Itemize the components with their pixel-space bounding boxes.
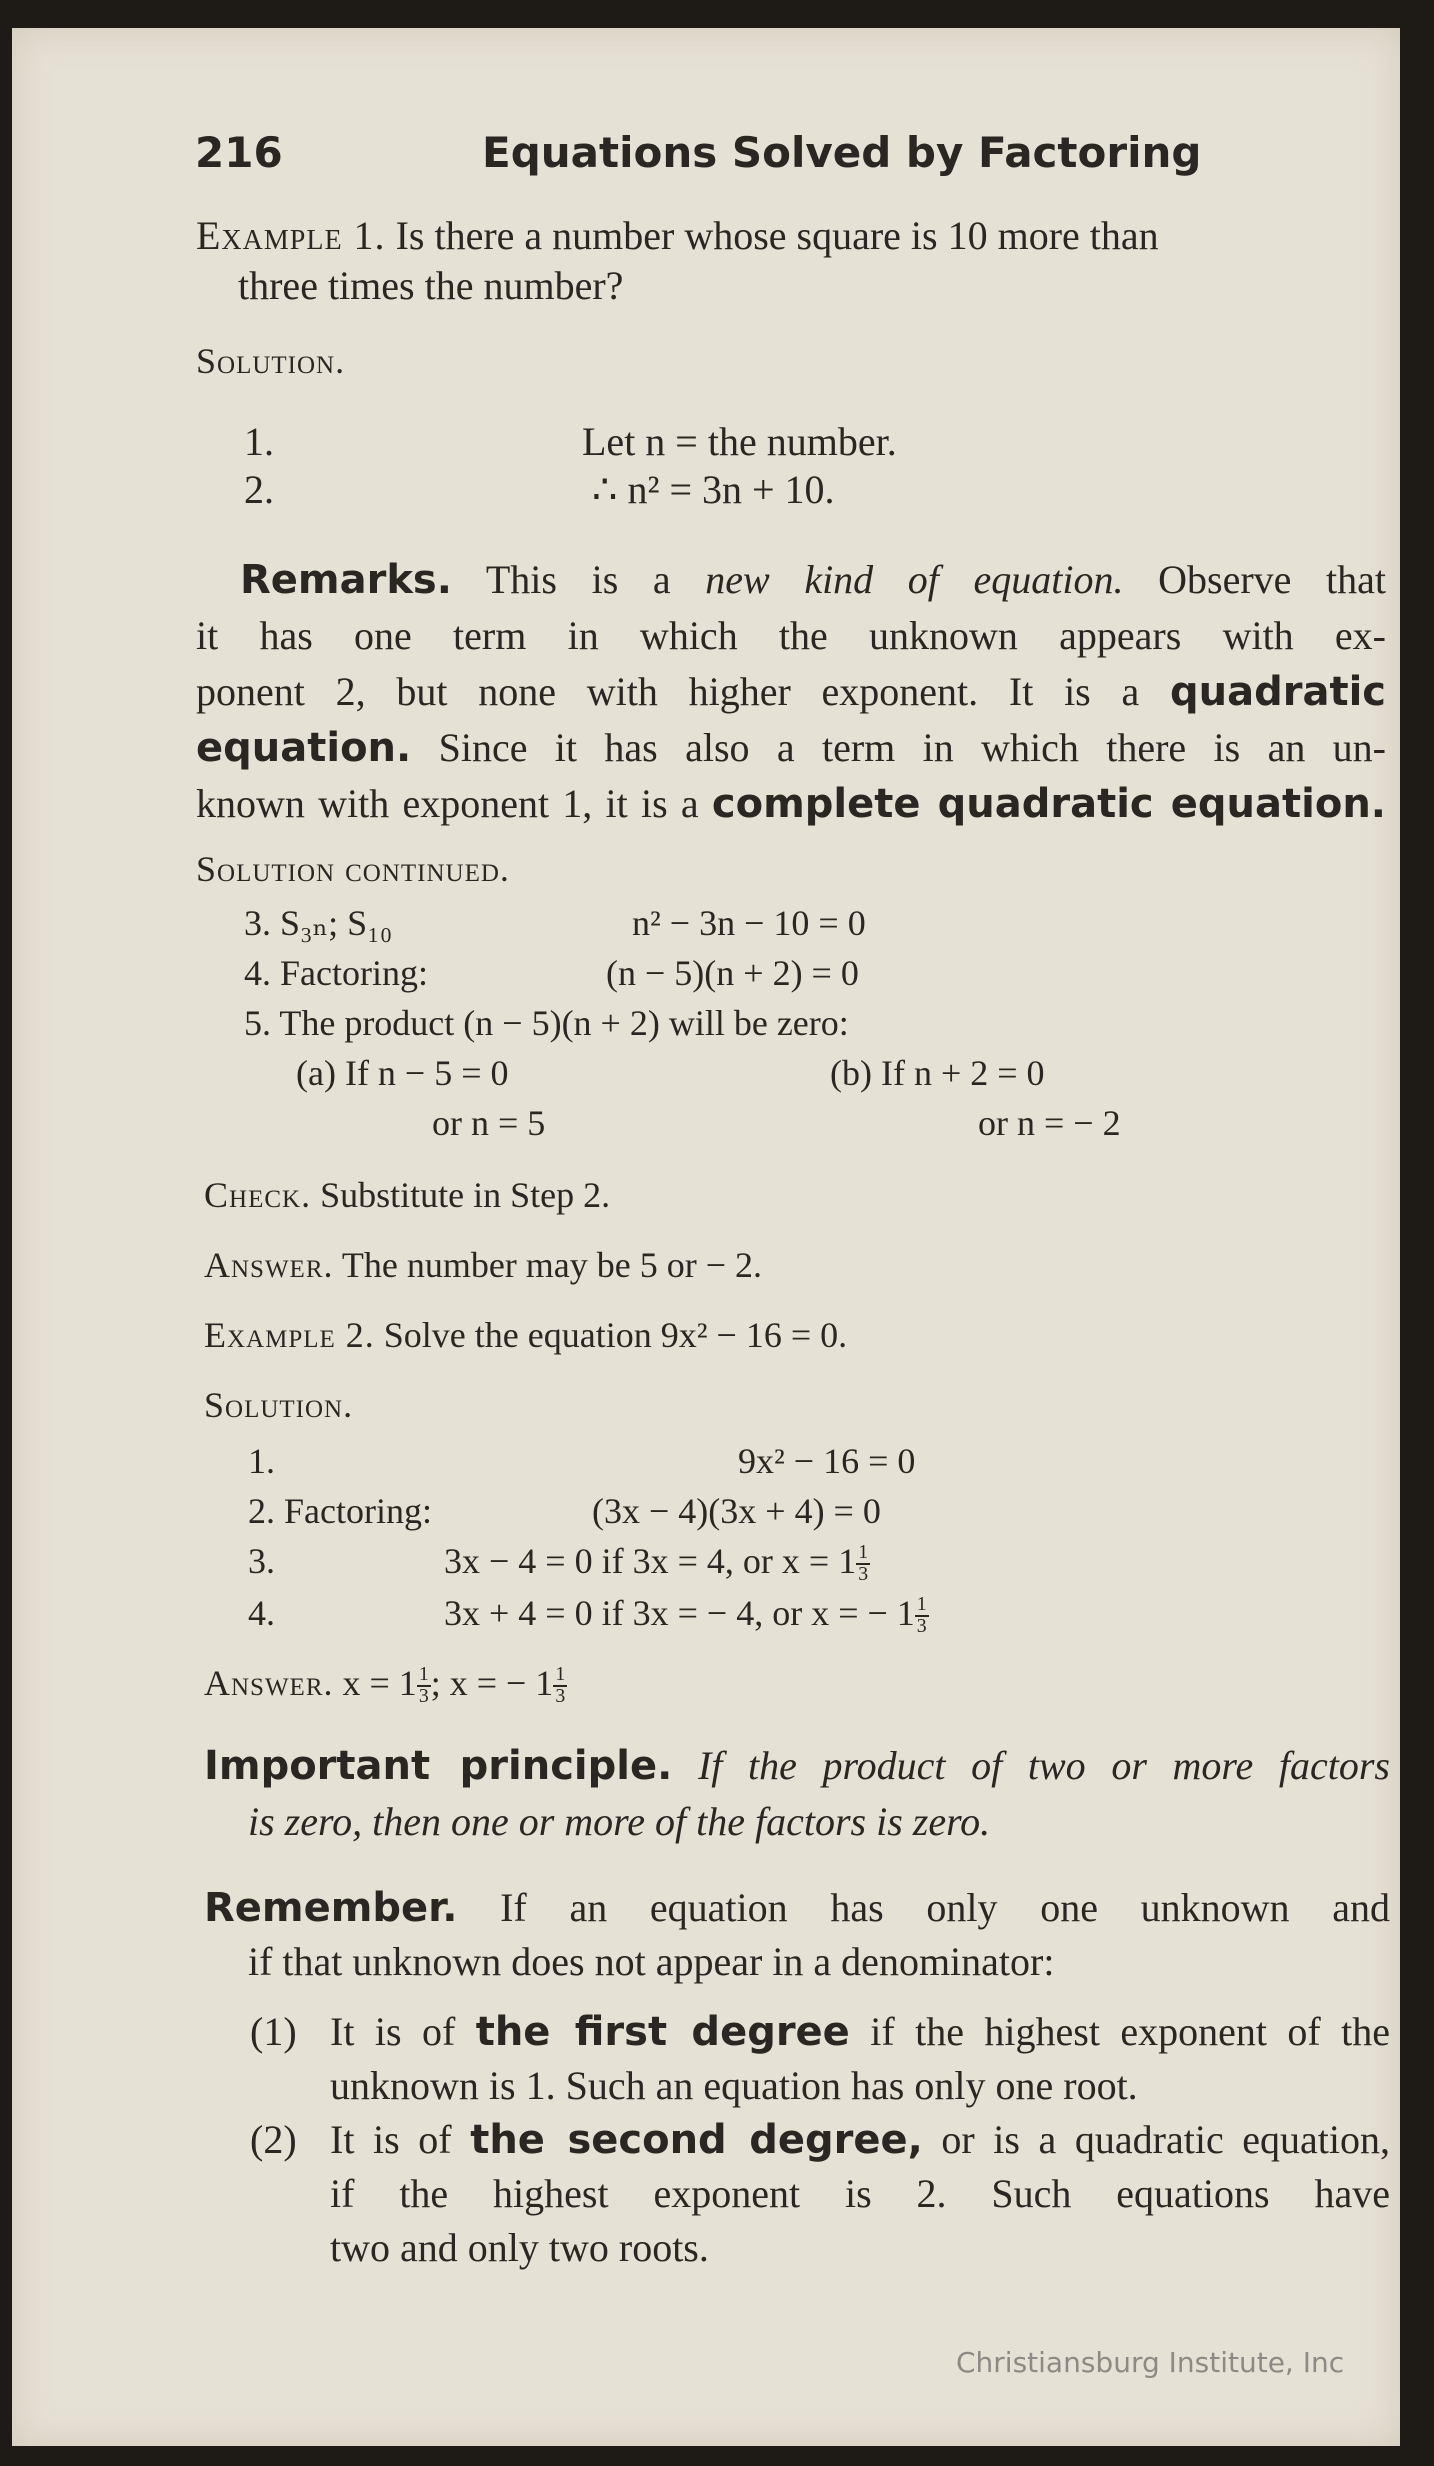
remarks-line3 xyxy=(196,664,1386,720)
fraction-numerator: 1 xyxy=(916,1593,927,1616)
example2-solution-label: Solution. xyxy=(204,1385,354,1425)
remarks-line4 xyxy=(196,720,1386,776)
step5-text: 5. The product (n − 5)(n + 2) will be zero: xyxy=(244,1003,849,1043)
answer2-label: Answer. xyxy=(204,1663,334,1703)
example1-step2-number: 2. xyxy=(244,467,274,512)
item2-number: (2) xyxy=(250,2117,297,2162)
remarks-text: Observe that xyxy=(1158,557,1387,602)
term-quadratic: quadratic xyxy=(1170,669,1386,715)
book-page xyxy=(12,28,1400,2446)
step4-equation: (n − 5)(n + 2) = 0 xyxy=(606,953,859,993)
page-number: 216 xyxy=(195,128,283,177)
remarks-text: Since it has also a term in which there is an un- xyxy=(438,725,1386,770)
fraction-denominator: 3 xyxy=(555,1684,566,1707)
answer1-line xyxy=(204,1240,762,1290)
example2-text: Solve the equation 9x² − 16 = 0. xyxy=(383,1315,848,1355)
term-equation: equation. xyxy=(196,725,412,771)
example1-text-line1: Is there a number whose square is 10 more than xyxy=(395,213,1159,258)
item2-line2: if the highest exponent is 2. Such equations have xyxy=(330,2171,1390,2216)
step4-label: 4. Factoring: xyxy=(244,953,428,993)
item2-line1 xyxy=(330,2112,1390,2168)
step3-equation: n² − 3n − 10 = 0 xyxy=(632,903,866,943)
item1-line1 xyxy=(330,2004,1390,2060)
answer2-line xyxy=(204,1658,567,1708)
example2-step1-number: 1. xyxy=(248,1441,275,1481)
term-second-degree: the second degree, xyxy=(470,2117,923,2163)
case-a-result: or n = 5 xyxy=(432,1103,546,1143)
fraction-denominator: 3 xyxy=(916,1614,927,1637)
example2-step4-number: 4. xyxy=(248,1593,275,1633)
remarks-text: ponent 2, but none with higher exponent. It is a xyxy=(196,669,1140,714)
example2-step2-label: 2. Factoring: xyxy=(248,1491,432,1531)
fraction-denominator: 3 xyxy=(418,1684,429,1707)
example1-label: Example 1. xyxy=(196,213,386,258)
term-complete-quadratic: complete quadratic equation. xyxy=(711,781,1387,827)
check-text: Substitute in Step 2. xyxy=(320,1175,611,1215)
answer2-part2: ; x = − 1 xyxy=(430,1663,554,1703)
solution-continued-label: Solution continued. xyxy=(196,849,510,889)
remarks-text: known with exponent 1, it is a xyxy=(196,781,699,826)
remember-line2: if that unknown does not appear in a denominator: xyxy=(248,1939,1055,1984)
example2-step4-text: 3x + 4 = 0 if 3x = − 4, or x = − 1 xyxy=(444,1593,915,1633)
fraction-one-third xyxy=(915,1595,929,1637)
step3-label: 3. S₃ₙ; S₁₀ xyxy=(244,903,393,943)
running-title: Equations Solved by Factoring xyxy=(482,128,1202,177)
remember-line1 xyxy=(204,1880,1390,1936)
answer1-label: Answer. xyxy=(204,1245,334,1285)
example2-step4-equation xyxy=(444,1588,929,1638)
example1-step2-equation: ∴ n² = 3n + 10. xyxy=(592,467,835,512)
remarks-line5 xyxy=(196,776,1386,832)
item1-line2: unknown is 1. Such an equation has only one root. xyxy=(330,2063,1138,2108)
item1-text: if the highest exponent of the xyxy=(870,2009,1390,2054)
fraction-one-third xyxy=(417,1665,431,1707)
fraction-numerator: 1 xyxy=(858,1541,869,1564)
fraction-numerator: 1 xyxy=(418,1663,429,1686)
example2-step1-equation: 9x² − 16 = 0 xyxy=(738,1441,916,1481)
example2-step3-text: 3x − 4 = 0 if 3x = 4, or x = 1 xyxy=(444,1541,857,1581)
watermark: Christiansburg Institute, Inc xyxy=(956,2346,1345,2379)
example2-label: Example 2. xyxy=(204,1315,375,1355)
principle-text-line1: If the product of two or more factors xyxy=(697,1743,1390,1788)
item1-number: (1) xyxy=(250,2009,297,2054)
principle-line2: is zero, then one or more of the factors is zero. xyxy=(248,1799,991,1844)
example1-line1 xyxy=(196,208,1386,264)
check-label: Check. xyxy=(204,1175,312,1215)
example2-step2-equation: (3x − 4)(3x + 4) = 0 xyxy=(592,1491,881,1531)
fraction-denominator: 3 xyxy=(858,1562,869,1585)
fraction-numerator: 1 xyxy=(555,1663,566,1686)
case-b: (b) If n + 2 = 0 xyxy=(830,1053,1045,1093)
fraction-one-third xyxy=(856,1543,870,1585)
item1-text: It is of xyxy=(330,2009,456,2054)
term-first-degree: the first degree xyxy=(475,2009,850,2055)
answer1-text: The number may be 5 or − 2. xyxy=(341,1245,763,1285)
example2-line xyxy=(204,1310,847,1360)
answer2-part1: x = 1 xyxy=(342,1663,417,1703)
item2-line3: two and only two roots. xyxy=(330,2225,709,2270)
case-b-result: or n = − 2 xyxy=(978,1103,1121,1143)
principle-line1 xyxy=(204,1738,1390,1794)
principle-label: Important principle. xyxy=(204,1743,673,1789)
remember-text-line1: If an equation has only one unknown and xyxy=(500,1885,1390,1930)
example1-step1-equation: Let n = the number. xyxy=(582,419,897,464)
remarks-line1 xyxy=(240,552,1386,608)
item2-text: It is of xyxy=(330,2117,452,2162)
example2-step3-number: 3. xyxy=(248,1541,275,1581)
example1-solution-label: Solution. xyxy=(196,341,346,381)
check-line xyxy=(204,1170,610,1220)
remarks-label: Remarks. xyxy=(240,557,452,603)
remarks-line2: it has one term in which the unknown appears with ex- xyxy=(196,613,1386,658)
item2-text: or is a quadratic equation, xyxy=(941,2117,1391,2162)
fraction-one-third xyxy=(553,1665,567,1707)
case-a: (a) If n − 5 = 0 xyxy=(296,1053,509,1093)
remember-label: Remember. xyxy=(204,1885,458,1931)
remarks-emphasis: new kind of equation. xyxy=(705,557,1124,602)
example2-step3-equation xyxy=(444,1536,870,1586)
example1-line2: three times the number? xyxy=(238,263,624,308)
example1-step1-number: 1. xyxy=(244,419,274,464)
remarks-text: This is a xyxy=(485,557,671,602)
